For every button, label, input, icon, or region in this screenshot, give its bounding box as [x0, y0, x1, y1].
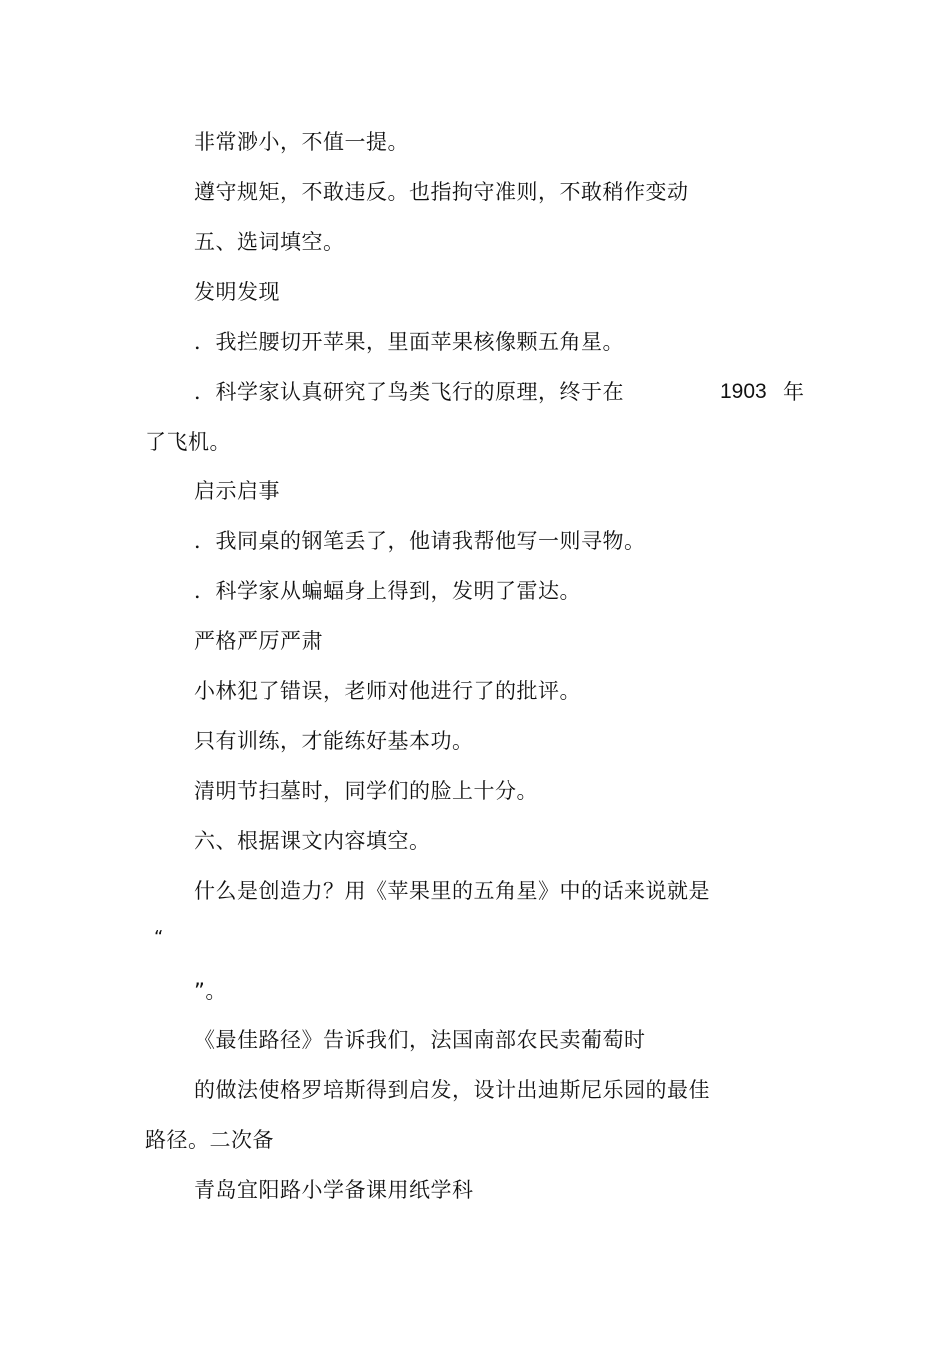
close-quote: ”。 — [194, 979, 227, 1003]
fill-in-continuation: 路径。二次备 — [145, 1128, 274, 1152]
year-suffix: 年 — [783, 380, 805, 404]
word-choice-group-2: 启示启事 — [194, 479, 280, 503]
question-item: ．我拦腰切开苹果，里面苹果核像颗五角星。 — [194, 330, 624, 354]
question-item: 清明节扫墓时，同学们的脸上十分。 — [194, 779, 538, 803]
open-quote: “ — [154, 927, 164, 948]
section-heading-5: 五、选词填空。 — [194, 230, 345, 254]
word-choice-group-1: 发明发现 — [194, 280, 280, 304]
fill-in-question: 《最佳路径》告诉我们，法国南部农民卖葡萄时 — [194, 1028, 646, 1052]
question-item: ．我同桌的钢笔丢了，他请我帮他写一则寻物。 — [194, 529, 646, 553]
question-item: 小林犯了错误，老师对他进行了的批评。 — [194, 679, 581, 703]
fill-in-question: 什么是创造力？用《苹果里的五角星》中的话来说就是 — [194, 879, 710, 903]
word-choice-group-3: 严格严厉严肃 — [194, 629, 323, 653]
question-continuation: 了飞机。 — [145, 430, 231, 454]
year-number: 1903 — [720, 380, 767, 403]
text-line-1: 非常渺小，不值一提。 — [194, 130, 409, 154]
section-heading-6: 六、根据课文内容填空。 — [194, 829, 431, 853]
fill-in-question: 的做法使格罗培斯得到启发，设计出迪斯尼乐园的最佳 — [194, 1078, 710, 1102]
question-item: ．科学家从蝙蝠身上得到，发明了雷达。 — [194, 579, 581, 603]
question-item: ．科学家认真研究了鸟类飞行的原理，终于在 — [194, 380, 624, 404]
question-item: 只有训练，才能练好基本功。 — [194, 729, 474, 753]
text-line-2: 遵守规矩，不敢违反。也指拘守准则，不敢稍作变动 — [194, 180, 689, 204]
footer-school-label: 青岛宜阳路小学备课用纸学科 — [194, 1178, 474, 1202]
